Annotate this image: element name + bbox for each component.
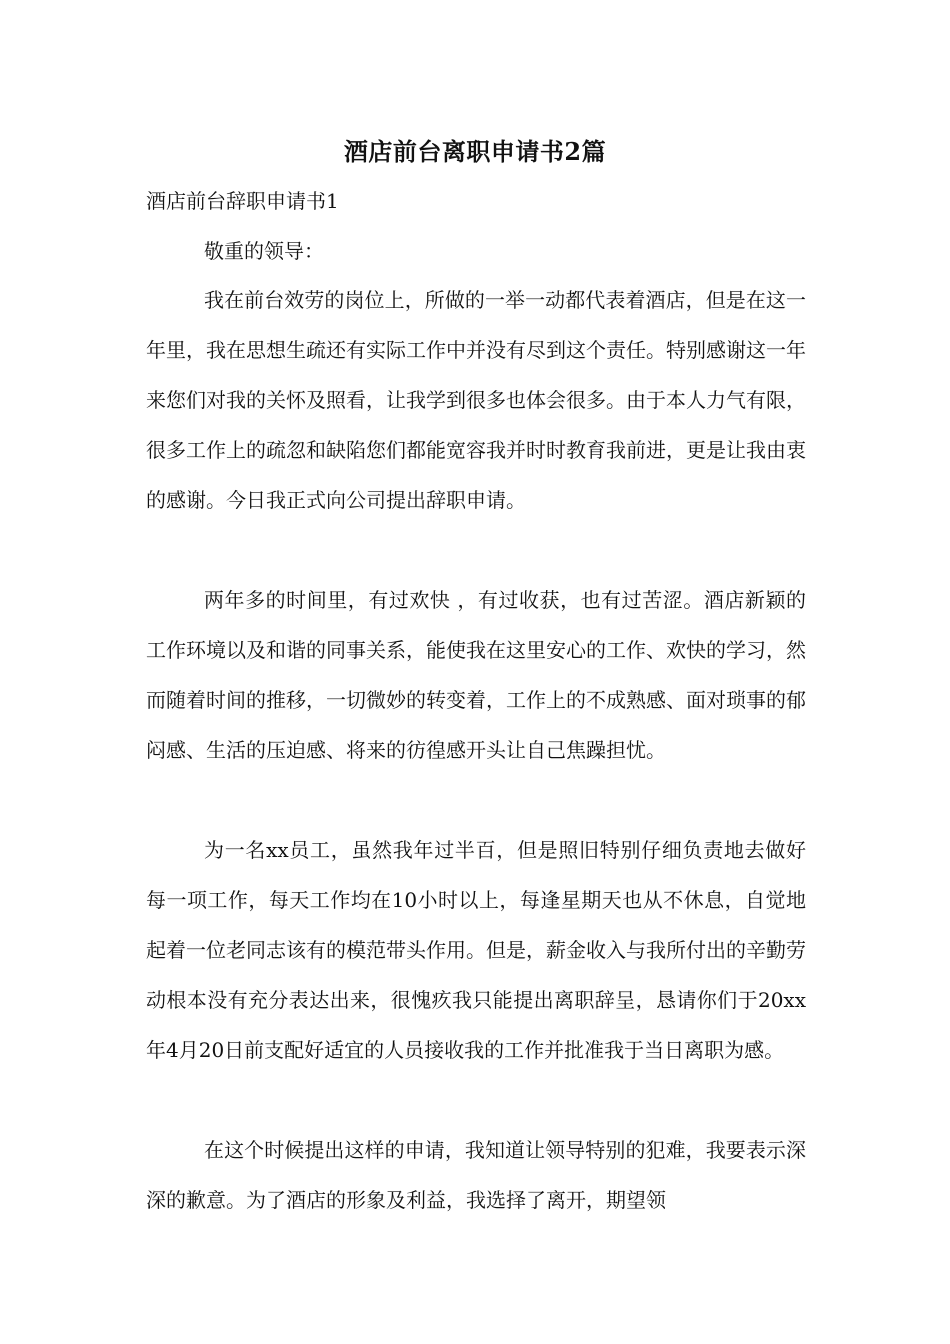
body-paragraph: 在这个时候提出这样的申请，我知道让领导特别的犯难，我要表示深深的歉意。为了酒店的形象及利益，我选择了离开，期望领: [146, 1138, 806, 1212]
document-title: 酒店前台离职申请书2篇: [343, 137, 607, 166]
salutation: 敬重的领导：: [204, 239, 324, 263]
body-paragraph: 我在前台效劳的岗位上，所做的一举一动都代表着酒店，但是在这一年里，我在思想生疏还有实际工作中并没有尽到这个责任。特别感谢这一年来您们对我的关怀及照看，让我学到很多也体会很多。由于本人力气有限，很多工作上的疏忽和缺陷您们都能宽容我并时时教育我前进，更是让我由衷的感谢。今日我正式向公司提出辞职申请。: [146, 288, 806, 512]
body-paragraph: 两年多的时间里，有过欢快 ，有过收获，也有过苦涩。酒店新颖的工作环境以及和谐的同事关系，能使我在这里安心的工作、欢快的学习，然而随着时间的推移，一切微妙的转变着，工作上的不成熟感、面对琐事的郁闷感、生活的压迫感、将来的彷徨感开头让自己焦躁担忧。: [146, 588, 806, 762]
letter-subtitle: 酒店前台辞职申请书1: [146, 189, 339, 213]
body-paragraph: 为一名xx员工，虽然我年过半百，但是照旧特别仔细负责地去做好每一项工作，每天工作均在10小时以上，每逢星期天也从不休息，自觉地起着一位老同志该有的模范带头作用。但是，薪金收入与我所付出的辛勤劳动根本没有充分表达出来，很愧疚我只能提出离职辞呈，恳请你们于20xx年4月20日前支配好适宜的人员接收我的工作并批准我于当日离职为感。: [146, 838, 806, 1062]
